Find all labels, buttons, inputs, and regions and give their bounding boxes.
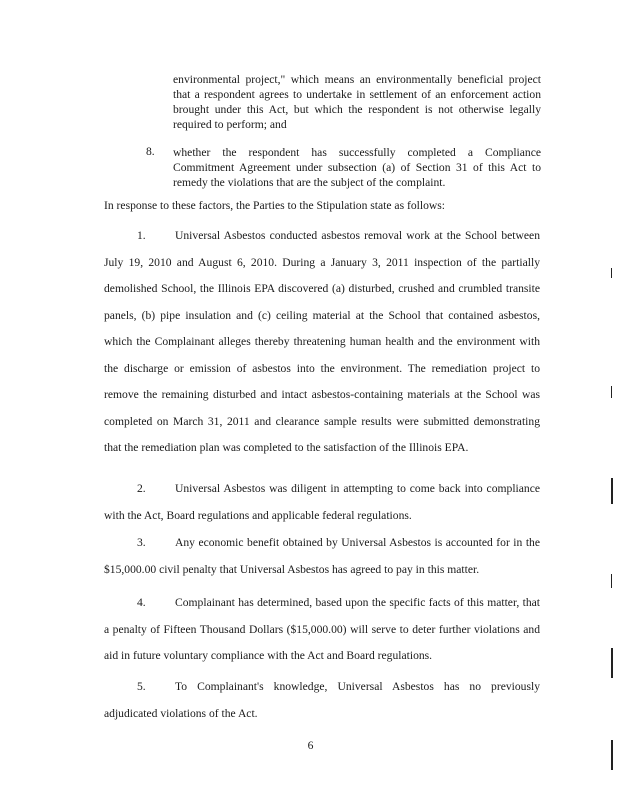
scan-mark	[611, 268, 612, 278]
page-number: 6	[307, 739, 314, 752]
paragraph-number: 4.	[137, 596, 146, 609]
item-8-number: 8.	[146, 145, 155, 158]
paragraph-5	[104, 674, 540, 727]
intro-sentence: In response to these factors, the Parties to the Stipulation state as follows:	[104, 199, 445, 212]
scan-mark	[611, 740, 613, 770]
scan-mark	[611, 386, 612, 398]
paragraph-1	[104, 223, 540, 462]
item-8-text: whether the respondent has successfully completed a Compliance Commitment Agreement under subsection (a) of Section 31 of this Act to remedy the violations that are the subject of the complaint.	[173, 146, 541, 189]
paragraph-number: 3.	[137, 536, 146, 549]
scan-mark	[611, 478, 613, 504]
paragraph-text: Universal Asbestos was diligent in attempting to come back into compliance with the Act, Board regulations and applicable federal regulations.	[104, 482, 540, 522]
paragraph-number: 1.	[137, 229, 146, 242]
scan-mark	[611, 574, 612, 588]
paragraph-text: To Complainant's knowledge, Universal Asbestos has no previously adjudicated violations of the Act.	[104, 680, 540, 720]
paragraph-text: Any economic benefit obtained by Universal Asbestos is accounted for in the $15,000.00 civil penalty that Universal Asbestos has agreed to pay in this matter.	[104, 536, 540, 576]
paragraph-number: 5.	[137, 680, 146, 693]
paragraph-number: 2.	[137, 482, 146, 495]
paragraph-3	[104, 530, 540, 583]
paragraph-2	[104, 476, 540, 529]
paragraph-4	[104, 590, 540, 670]
paragraph-text: Universal Asbestos conducted asbestos removal work at the School between July 19, 2010 and August 6, 2010. During a January 3, 2011 inspection of the partially demolished School, the Illinois EPA discovered (a) disturbed, crushed and crumbled transite panels, (b) pipe insulation and (c) ceiling material at the School that contained asbestos, which the Complainant alleges thereby threatening human health and the environment with the discharge or emission of asbestos into the environment. The remediation project to remove the remaining disturbed and intact asbestos-containing materials at the School was completed on March 31, 2011 and clearance sample results were submitted demonstrating that the remediation plan was completed to the satisfaction of the Illinois EPA.	[104, 229, 540, 454]
scan-mark	[611, 648, 613, 678]
paragraph-text: Complainant has determined, based upon the specific facts of this matter, that a penalty of Fifteen Thousand Dollars ($15,000.00) will serve to deter further violations and aid in future voluntary compliance with the Act and Board regulations.	[104, 596, 540, 662]
continued-item-text: environmental project," which means an environmentally beneficial project that a respondent agrees to undertake in settlement of an enforcement action brought under this Act, but which the respondent is not otherwise legally required to perform; and	[173, 73, 541, 131]
